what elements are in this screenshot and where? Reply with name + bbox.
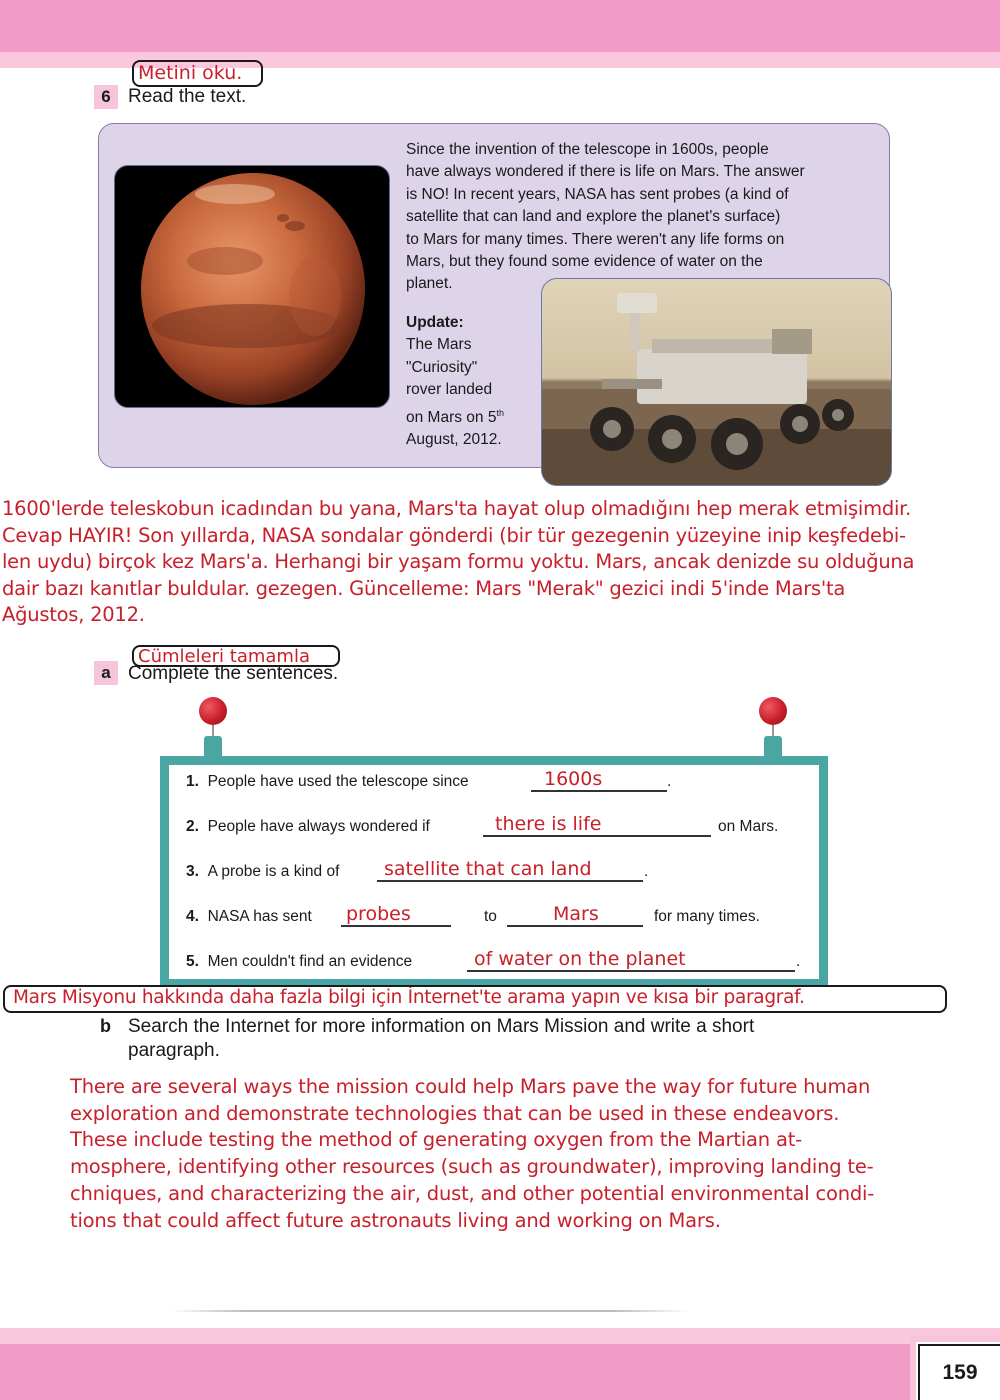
mars-planet-image bbox=[115, 166, 390, 408]
translation-line: 1600'lerde teleskobun icadından bu yana, Mars'ta hayat olup olmadığını hep merak etmişimdir. bbox=[2, 497, 912, 520]
answer-text: there is life bbox=[495, 813, 602, 835]
answer-blank bbox=[483, 835, 711, 837]
answer-line: tions that could affect future astronauts living and working on Mars. bbox=[70, 1208, 721, 1232]
sentence-number: 4. bbox=[186, 908, 199, 925]
sentence-3 bbox=[186, 863, 339, 881]
reading-line: to Mars for many times. There weren't any life forms on bbox=[406, 230, 785, 248]
sentence-text: People have used the telescope since bbox=[207, 773, 469, 790]
handwritten-label-complete: Cümleleri tamamla bbox=[132, 645, 340, 667]
bottom-pink-band bbox=[0, 1344, 1000, 1400]
page-number: 159 bbox=[918, 1344, 1000, 1400]
update-line: The Mars bbox=[406, 336, 472, 354]
sentence-2 bbox=[186, 818, 430, 836]
reading-line: satellite that can land and explore the planet's surface) bbox=[406, 208, 781, 226]
sentence-number: 2. bbox=[186, 818, 199, 835]
sentence-4 bbox=[186, 908, 312, 926]
answer-text: probes bbox=[346, 903, 411, 925]
sentence-text: Men couldn't find an evidence bbox=[207, 953, 413, 970]
exercise-a-heading: Complete the sentences. bbox=[128, 663, 339, 684]
exercise-number-badge: 6 bbox=[94, 85, 118, 109]
sentence-middle: to bbox=[484, 908, 497, 925]
update-title: Update: bbox=[406, 314, 464, 331]
reading-line: Mars, but they found some evidence of water on the bbox=[406, 253, 763, 271]
answer-text: 1600s bbox=[544, 768, 603, 790]
exercise-b-heading-line2: paragraph. bbox=[128, 1040, 220, 1061]
answer-line: There are several ways the mission could help Mars pave the way for future human bbox=[70, 1075, 871, 1098]
exercise-letter-badge-a: a bbox=[94, 661, 118, 685]
pin-icon bbox=[759, 697, 787, 725]
mars-photo bbox=[114, 165, 390, 408]
update-line: August, 2012. bbox=[406, 431, 502, 449]
sentence-end: on Mars. bbox=[718, 818, 779, 835]
update-line: "Curiosity" bbox=[406, 358, 478, 376]
sentence-end: . bbox=[796, 953, 801, 970]
reading-text bbox=[406, 139, 886, 296]
translation-line: Ağustos, 2012. bbox=[2, 603, 145, 627]
handwritten-paragraph-answer bbox=[70, 1074, 970, 1234]
bottom-light-pink-band bbox=[0, 1328, 1000, 1344]
answer-blank bbox=[467, 970, 795, 972]
update-line: rover landed bbox=[406, 381, 493, 399]
translation-line: len uydu) birçok kez Mars'a. Herhangi bir yaşam formu yoktu. Mars, ancak denizde su olduğuna bbox=[2, 550, 915, 574]
update-line bbox=[406, 402, 541, 430]
answer-blank bbox=[377, 880, 643, 882]
curiosity-rover-photo bbox=[541, 278, 892, 486]
reading-line: have always wondered if there is life on Mars. The answer bbox=[406, 163, 805, 181]
answer-text: of water on the planet bbox=[474, 948, 686, 970]
answer-line: exploration and demonstrate technologies that can be used in these endeavors. bbox=[70, 1101, 840, 1125]
update-text bbox=[406, 312, 541, 452]
rover-image bbox=[542, 279, 892, 486]
board-tab-left bbox=[204, 736, 222, 758]
sentence-number: 3. bbox=[186, 863, 199, 880]
translation-line: Cevap HAYIR! Son yıllarda, NASA sondalar gönderdi (bir tür gezegenin yüzeyine inip keşfedebi- bbox=[2, 523, 906, 547]
answer-text: satellite that can land bbox=[384, 858, 592, 880]
top-pink-band bbox=[0, 0, 1000, 52]
answer-text: Mars bbox=[553, 903, 599, 925]
sentence-text: A probe is a kind of bbox=[207, 863, 340, 880]
translation-line: dair bazı kanıtlar buldular. gezegen. Güncelleme: Mars "Merak" gezici indi 5'inde Mars'ta bbox=[2, 576, 846, 600]
turkish-translation bbox=[2, 496, 998, 629]
answer-line: These include testing the method of generating oxygen from the Martian at- bbox=[70, 1128, 802, 1152]
handwritten-label-read-text: Metini oku. bbox=[132, 60, 263, 87]
sentence-number: 5. bbox=[186, 953, 199, 970]
exercise-6-heading: Read the text. bbox=[128, 86, 247, 107]
board-tab-right bbox=[764, 736, 782, 758]
reading-line: Since the invention of the telescope in 1600s, people bbox=[406, 141, 769, 158]
answer-line: chniques, and characterizing the air, dust, and other potential environmental condi- bbox=[70, 1181, 875, 1205]
sentence-text: People have always wondered if bbox=[207, 818, 430, 835]
sentence-5 bbox=[186, 953, 412, 971]
sentence-text: NASA has sent bbox=[207, 908, 312, 925]
handwritten-label-search: Mars Misyonu hakkında daha fazla bilgi için İnternet'te arama yapın ve kısa bir paragraf. bbox=[3, 985, 947, 1013]
reading-line: is NO! In recent years, NASA has sent probes (a kind of bbox=[406, 185, 789, 203]
sentence-end: . bbox=[667, 773, 672, 790]
footer-divider bbox=[170, 1310, 690, 1312]
reading-line: planet. bbox=[406, 275, 453, 293]
update-date-text: on Mars on 5 bbox=[406, 408, 497, 426]
answer-blank bbox=[341, 925, 451, 927]
sentence-end: . bbox=[644, 863, 649, 880]
exercise-letter-b: b bbox=[100, 1016, 111, 1036]
sentence-number: 1. bbox=[186, 773, 199, 790]
pin-icon bbox=[199, 697, 227, 725]
answer-line: mosphere, identifying other resources (such as groundwater), improving landing te- bbox=[70, 1155, 874, 1179]
answer-blank bbox=[531, 790, 667, 792]
sentence-1 bbox=[186, 773, 469, 791]
exercise-b-heading-line1: Search the Internet for more information on Mars Mission and write a short bbox=[128, 1016, 755, 1037]
update-date-suffix: th bbox=[496, 407, 504, 418]
answer-blank bbox=[507, 925, 643, 927]
sentence-end: for many times. bbox=[654, 908, 760, 925]
